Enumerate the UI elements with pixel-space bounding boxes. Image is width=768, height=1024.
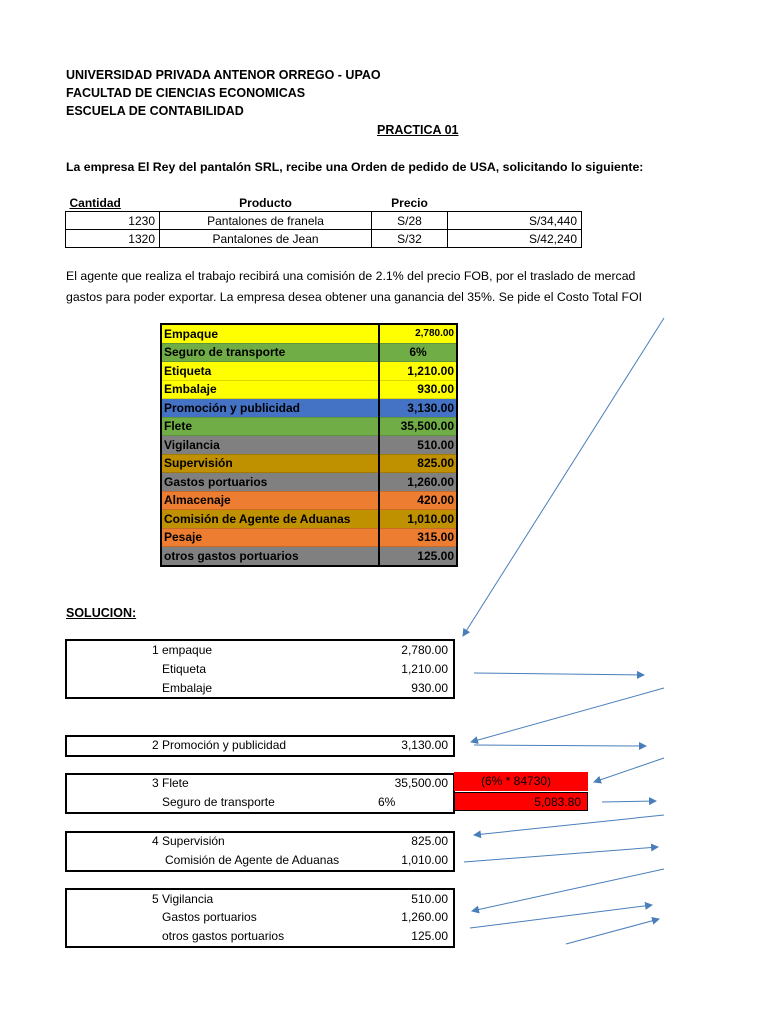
group3-item1-label: 3 Flete bbox=[152, 776, 189, 790]
group3-item1-value: 35,500.00 bbox=[394, 776, 448, 790]
cost-value: 2,780.00 bbox=[379, 324, 457, 343]
group5-item1-label: 5 Vigilancia bbox=[152, 892, 214, 906]
cost-value: 3,130.00 bbox=[379, 399, 457, 418]
group5-item2-label: Gastos portuarios bbox=[162, 910, 257, 924]
header-cantidad: Cantidad bbox=[66, 194, 160, 212]
cost-value: 1,210.00 bbox=[379, 362, 457, 381]
solution-title: SOLUCION: bbox=[66, 606, 137, 620]
cost-value: 35,500.00 bbox=[379, 417, 457, 436]
qty-cell: 1230 bbox=[66, 212, 160, 230]
group1-item3-label: Embalaje bbox=[162, 681, 213, 695]
cost-name: Gastos portuarios bbox=[161, 473, 379, 492]
cost-value: 510.00 bbox=[379, 436, 457, 455]
arrow-line bbox=[472, 869, 664, 911]
cost-value: 420.00 bbox=[379, 491, 457, 510]
cost-name: Almacenaje bbox=[161, 491, 379, 510]
product-cell: Pantalones de Jean bbox=[160, 230, 372, 248]
arrow-line bbox=[474, 745, 646, 746]
arrow-line bbox=[474, 673, 644, 675]
qty-cell: 1320 bbox=[66, 230, 160, 248]
cost-name: Flete bbox=[161, 417, 379, 436]
practice-title: PRACTICA 01 bbox=[377, 123, 459, 137]
header-precio: Precio bbox=[372, 194, 448, 212]
price-cell: S/32 bbox=[372, 230, 448, 248]
cost-value: 315.00 bbox=[379, 528, 457, 547]
cost-name: Empaque bbox=[161, 324, 379, 343]
cost-name: Promoción y publicidad bbox=[161, 399, 379, 418]
arrow-line bbox=[566, 919, 659, 944]
header-producto: Producto bbox=[160, 194, 372, 212]
group4-item1-value: 825.00 bbox=[411, 834, 448, 848]
arrow-line bbox=[602, 801, 656, 802]
group2-item1-value: 3,130.00 bbox=[401, 738, 448, 752]
group5-item3-label: otros gastos portuarios bbox=[162, 929, 285, 943]
group3-item2-pct: 6% bbox=[378, 795, 396, 809]
group2-item1-label: 2 Promoción y publicidad bbox=[152, 738, 287, 752]
university-name: UNIVERSIDAD PRIVADA ANTENOR ORREGO - UPAO bbox=[66, 68, 381, 82]
group1-item3-value: 930.00 bbox=[411, 681, 448, 695]
group5-item2-value: 1,260.00 bbox=[401, 910, 448, 924]
arrow-line bbox=[470, 905, 652, 928]
arrow-line bbox=[464, 847, 658, 862]
school-name: ESCUELA DE CONTABILIDAD bbox=[66, 104, 244, 118]
cost-name: Pesaje bbox=[161, 528, 379, 547]
result-text: 5,083.80 bbox=[534, 795, 581, 809]
cost-value: 125.00 bbox=[379, 547, 457, 566]
cost-value: 6% bbox=[379, 343, 457, 362]
arrow-line bbox=[474, 815, 664, 835]
group4-item2-value: 1,010.00 bbox=[401, 853, 448, 867]
intro-text: La empresa El Rey del pantalón SRL, recibe una Orden de pedido de USA, solicitando lo siguiente: bbox=[66, 160, 644, 174]
total-cell: S/42,240 bbox=[448, 230, 582, 248]
group4-item1-label: 4 Supervisión bbox=[152, 834, 225, 848]
total-cell: S/34,440 bbox=[448, 212, 582, 230]
faculty-name: FACULTAD DE CIENCIAS ECONOMICAS bbox=[66, 86, 306, 100]
group5-item3-value: 125.00 bbox=[411, 929, 448, 943]
cost-name: otros gastos portuarios bbox=[161, 547, 379, 566]
group1-item2-label: Etiqueta bbox=[162, 662, 207, 676]
arrow-line bbox=[594, 758, 664, 782]
cost-value: 930.00 bbox=[379, 380, 457, 399]
arrow-line bbox=[463, 318, 664, 636]
cost-value: 1,260.00 bbox=[379, 473, 457, 492]
cost-name: Supervisión bbox=[161, 454, 379, 473]
cost-name: Etiqueta bbox=[161, 362, 379, 381]
product-cell: Pantalones de franela bbox=[160, 212, 372, 230]
price-cell: S/28 bbox=[372, 212, 448, 230]
cost-name: Embalaje bbox=[161, 380, 379, 399]
cost-name: Seguro de transporte bbox=[161, 343, 379, 362]
cost-name: Vigilancia bbox=[161, 436, 379, 455]
group3-item2-label: Seguro de transporte bbox=[162, 795, 275, 809]
group5-item1-value: 510.00 bbox=[411, 892, 448, 906]
group1-item1-label: 1 empaque bbox=[152, 643, 213, 657]
cost-name: Comisión de Agente de Aduanas bbox=[161, 510, 379, 529]
group1-item1-value: 2,780.00 bbox=[401, 643, 448, 657]
formula-text: (6% * 84730) bbox=[481, 774, 552, 788]
cost-value: 825.00 bbox=[379, 454, 457, 473]
paragraph-line2: gastos para poder exportar. La empresa desea obtener una ganancia del 35%. Se pide el Costo Total FOI bbox=[66, 290, 643, 304]
cost-value: 1,010.00 bbox=[379, 510, 457, 529]
group1-item2-value: 1,210.00 bbox=[401, 662, 448, 676]
paragraph-line1: El agente que realiza el trabajo recibirá una comisión de 2.1% del precio FOB, por el traslado de mercad bbox=[66, 269, 636, 283]
group4-item2-label: Comisión de Agente de Aduanas bbox=[165, 853, 340, 867]
arrow-line bbox=[471, 688, 664, 742]
